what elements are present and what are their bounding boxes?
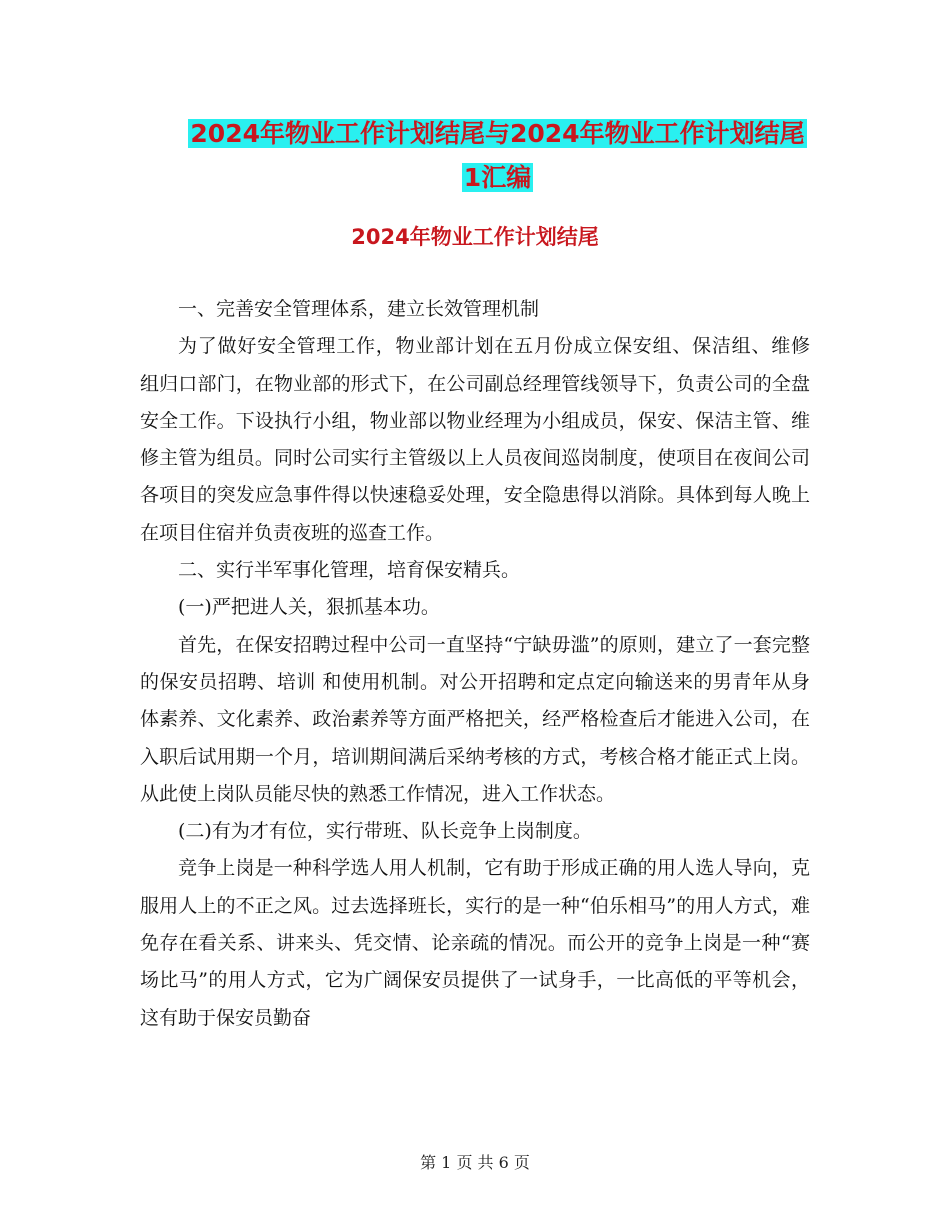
title-line-1: 2024年物业工作计划结尾与2024年物业工作计划结尾 [190,119,805,148]
section-heading: 2024年物业工作计划结尾 [351,225,599,249]
paragraph: 首先，在保安招聘过程中公司一直坚持“宁缺毋滥”的原则，建立了一套完整的保安员招聘、培训 和使用机制。对公开招聘和定点定向输送来的男青年从身体素养、文化素养、政治素养等方面严格把关，经严格检查后才能进入公司，在入职后试用期一个月，培训期间满后采纳考核的方式，考核合格才能正式上岗。从此使上岗队员能尽快的熟悉工作情况，进入工作状态。 [140,633,810,805]
paragraph: 竞争上岗是一种科学选人用人机制，它有助于形成正确的用人选人导向，克服用人上的不正之风。过去选择班长，实行的是一种“伯乐相马”的用人方式，难免存在看关系、讲来头、凭交情、论亲疏的情况。而公开的竞争上岗是一种“赛场比马”的用人方式，它为广阔保安员提供了一试身手，一比高低的平等机会，这有助于保安员勤奋 [140,857,810,1029]
paragraph: 为了做好安全管理工作，物业部计划在五月份成立保安组、保洁组、维修 组归口部门，在物业部的形式下，在公司副总经理管线领导下，负责公司的全盘安全工作。下设执行小组，物业部以物业经理为小组成员，保安、保洁主管、维修主管为组员。同时公司实行主管级以上人员夜间巡岗制度，使项目在夜间公司各项目的突发应急事件得以快速稳妥处理，安全隐患得以消除。具体到每人晚上在项目住宿并负责夜班的巡查工作。 [140,335,810,544]
paragraph: (二)有为才有位，实行带班、队长竞争上岗制度。 [178,820,592,843]
title-line-2: 1汇编 [463,163,532,192]
document-title [140,112,855,200]
paragraph: 二、实行半军事化管理，培育保安精兵。 [178,559,521,582]
page-footer: 第 1 页 共 6 页 [420,1153,530,1172]
paragraph: 一、完善安全管理体系，建立长效管理机制 [178,298,540,320]
paragraph: (一)严把进人关，狠抓基本功。 [178,596,440,619]
document-body [140,291,810,1037]
